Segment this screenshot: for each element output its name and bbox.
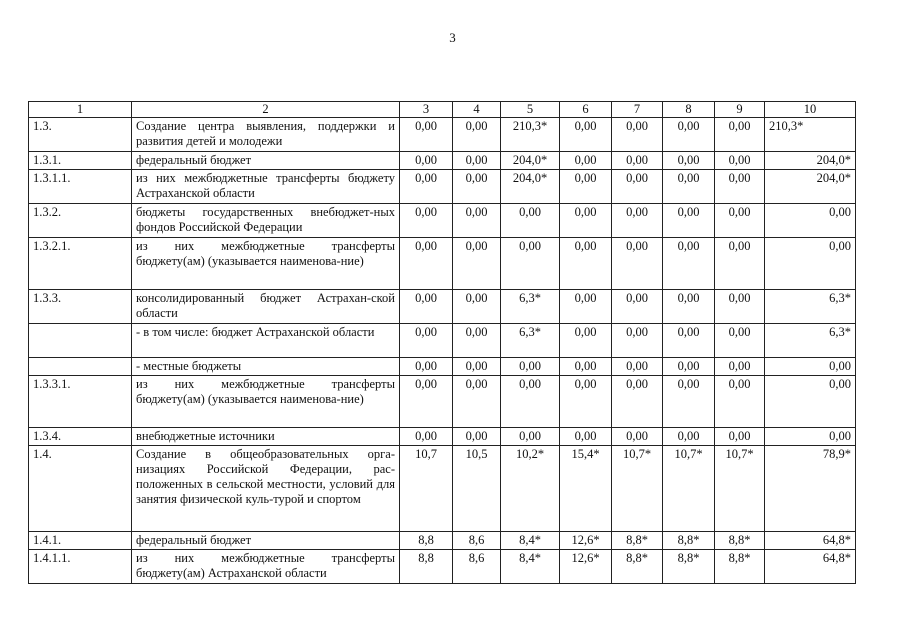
table-row [29,550,856,584]
header-cell: 8 [663,102,715,118]
row-value: 0,00 [612,358,663,376]
row-value: 0,00 [560,118,612,152]
header-cell: 5 [501,102,560,118]
row-code: 1.3.4. [29,428,132,446]
row-value: 0,00 [663,290,715,324]
row-code [29,358,132,376]
row-value: 0,00 [453,376,501,428]
row-value: 8,6 [453,532,501,550]
row-value: 0,00 [612,376,663,428]
row-value: 0,00 [560,290,612,324]
row-name: - местные бюджеты [132,358,400,376]
row-total: 204,0* [765,152,856,170]
row-value: 10,5 [453,446,501,532]
table-row [29,428,856,446]
table-row [29,204,856,238]
row-value: 0,00 [400,376,453,428]
row-value: 0,00 [612,170,663,204]
table-row [29,446,856,532]
row-value: 0,00 [715,204,765,238]
row-value: 0,00 [400,238,453,290]
row-value: 204,0* [501,170,560,204]
row-value: 0,00 [715,376,765,428]
table-row [29,376,856,428]
row-value: 0,00 [715,358,765,376]
row-value: 0,00 [663,204,715,238]
table-row [29,290,856,324]
header-cell: 1 [29,102,132,118]
row-code: 1.3.1.1. [29,170,132,204]
row-value: 10,7* [663,446,715,532]
row-code: 1.3.2. [29,204,132,238]
row-value: 0,00 [612,204,663,238]
row-code: 1.3. [29,118,132,152]
table-row [29,358,856,376]
row-total: 204,0* [765,170,856,204]
row-value: 0,00 [453,238,501,290]
row-value: 0,00 [715,428,765,446]
table-row [29,170,856,204]
row-value: 0,00 [663,376,715,428]
row-value: 0,00 [501,204,560,238]
header-cell: 3 [400,102,453,118]
row-value: 0,00 [453,290,501,324]
row-value: 0,00 [612,428,663,446]
header-cell: 2 [132,102,400,118]
row-value: 0,00 [560,170,612,204]
row-total: 78,9* [765,446,856,532]
row-value: 210,3* [501,118,560,152]
row-value: 0,00 [663,428,715,446]
row-value: 0,00 [663,358,715,376]
row-name: из них межбюджетные трансферты бюджету(ам) Астраханской области [132,550,400,584]
row-value: 0,00 [715,170,765,204]
row-value: 0,00 [453,152,501,170]
row-code: 1.3.2.1. [29,238,132,290]
row-value: 0,00 [501,428,560,446]
row-value: 10,7 [400,446,453,532]
row-name: из них межбюджетные трансферты бюджету(ам) (указывается наименова-ние) [132,238,400,290]
row-value: 0,00 [715,118,765,152]
row-total: 6,3* [765,324,856,358]
row-value: 8,8 [400,532,453,550]
row-code: 1.3.1. [29,152,132,170]
row-name: консолидированный бюджет Астрахан-ской области [132,290,400,324]
row-total: 0,00 [765,358,856,376]
row-value: 0,00 [612,324,663,358]
row-value: 0,00 [612,152,663,170]
row-value: 0,00 [663,238,715,290]
row-value: 15,4* [560,446,612,532]
row-value: 8,8 [400,550,453,584]
row-value: 8,8* [715,550,765,584]
row-value: 0,00 [560,428,612,446]
row-value: 0,00 [560,238,612,290]
row-value: 0,00 [400,118,453,152]
row-value: 0,00 [715,152,765,170]
header-cell: 9 [715,102,765,118]
header-cell: 6 [560,102,612,118]
row-value: 0,00 [501,238,560,290]
budget-table [28,101,856,584]
row-value: 0,00 [663,152,715,170]
page-number: 3 [449,30,456,45]
row-name: из них межбюджетные трансферты бюджету Астраханской области [132,170,400,204]
row-value: 0,00 [560,152,612,170]
row-value: 12,6* [560,550,612,584]
row-value: 0,00 [453,170,501,204]
row-value: 0,00 [453,118,501,152]
row-code: 1.4. [29,446,132,532]
row-code [29,324,132,358]
row-value: 8,8* [663,550,715,584]
row-value: 8,6 [453,550,501,584]
row-value: 0,00 [501,358,560,376]
header-row [29,102,856,118]
table-row [29,238,856,290]
row-value: 8,8* [612,550,663,584]
row-value: 0,00 [663,324,715,358]
row-value: 10,2* [501,446,560,532]
row-value: 0,00 [612,238,663,290]
row-value: 0,00 [400,204,453,238]
row-value: 0,00 [715,324,765,358]
row-value: 0,00 [663,170,715,204]
row-value: 0,00 [501,376,560,428]
row-name: федеральный бюджет [132,532,400,550]
row-value: 0,00 [612,118,663,152]
table-row [29,152,856,170]
table-row [29,324,856,358]
row-value: 0,00 [400,324,453,358]
table-row [29,118,856,152]
header-cell: 4 [453,102,501,118]
row-total: 64,8* [765,550,856,584]
row-value: 8,4* [501,550,560,584]
row-value: 0,00 [560,324,612,358]
row-value: 8,4* [501,532,560,550]
table-row [29,532,856,550]
row-value: 12,6* [560,532,612,550]
row-value: 0,00 [400,290,453,324]
row-value: 6,3* [501,290,560,324]
row-value: 0,00 [400,170,453,204]
row-value: 0,00 [663,118,715,152]
row-name: бюджеты государственных внебюджет-ных фондов Российской Федерации [132,204,400,238]
row-value: 0,00 [715,290,765,324]
row-total: 0,00 [765,204,856,238]
row-total: 0,00 [765,238,856,290]
row-value: 0,00 [453,358,501,376]
row-total: 0,00 [765,376,856,428]
row-value: 8,8* [612,532,663,550]
row-name: федеральный бюджет [132,152,400,170]
row-name: внебюджетные источники [132,428,400,446]
row-total: 64,8* [765,532,856,550]
row-value: 0,00 [400,152,453,170]
row-value: 6,3* [501,324,560,358]
row-value: 8,8* [715,532,765,550]
row-value: 0,00 [453,324,501,358]
row-code: 1.4.1. [29,532,132,550]
row-total: 0,00 [765,428,856,446]
row-name: из них межбюджетные трансферты бюджету(ам) (указывается наименова-ние) [132,376,400,428]
row-value: 0,00 [400,358,453,376]
row-code: 1.3.3. [29,290,132,324]
row-value: 8,8* [663,532,715,550]
row-value: 10,7* [612,446,663,532]
row-value: 0,00 [560,358,612,376]
row-value: 0,00 [453,428,501,446]
row-value: 0,00 [560,376,612,428]
row-value: 0,00 [400,428,453,446]
header-cell: 10 [765,102,856,118]
row-name: Создание в общеобразовательных орга-низациях Российской Федерации, рас-положенных в сельской местности, условий для занятия физической куль-турой и спортом [132,446,400,532]
row-value: 0,00 [560,204,612,238]
header-cell: 7 [612,102,663,118]
row-name: Создание центра выявления, поддержки и развития детей и молодежи [132,118,400,152]
row-name: - в том числе: бюджет Астраханской области [132,324,400,358]
row-value: 0,00 [612,290,663,324]
row-code: 1.3.3.1. [29,376,132,428]
row-value: 204,0* [501,152,560,170]
row-value: 10,7* [715,446,765,532]
row-value: 0,00 [715,238,765,290]
row-total: 210,3* [765,118,856,152]
row-value: 0,00 [453,204,501,238]
row-total: 6,3* [765,290,856,324]
row-code: 1.4.1.1. [29,550,132,584]
